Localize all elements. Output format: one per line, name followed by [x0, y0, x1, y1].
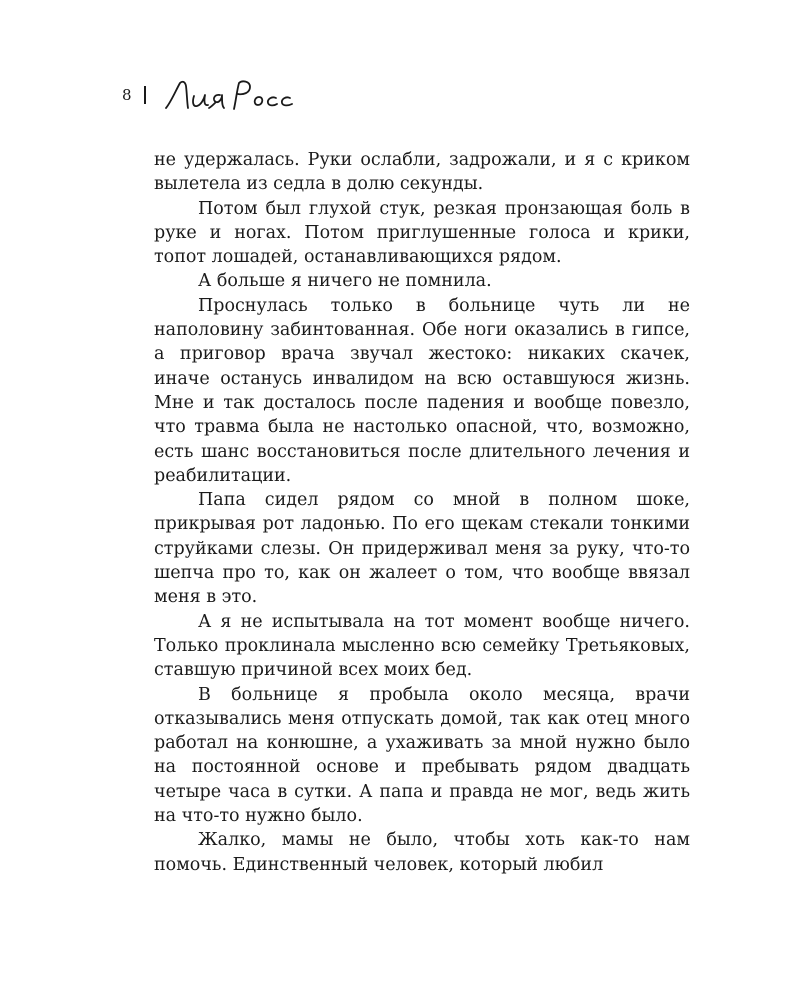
paragraph: В больнице я пробыла около месяца, врачи отказывались меня отпускать домой, так как отец много работал на конюшне, а ухаживать за мной нужно было на постоянной основе и пребывать рядом двадцать четыре часа в сутки. А папа и правда не мог, ведь жить на что-то нужно было.: [154, 684, 690, 827]
paragraph: А больше я ничего не помнила.: [198, 271, 492, 292]
logo-letter-i: [193, 95, 208, 106]
paragraph: не удержалась. Руки ослабли, задрожали, и я с криком вылетела из седла в долю секунды.: [154, 150, 690, 195]
book-text: [154, 148, 690, 877]
logo-letter-ya: [209, 95, 224, 108]
paragraph: Потом был глухой стук, резкая пронзающая боль в руке и ногах. Потом приглушенные голоса и крики, топот лошадей, останавливающихся рядом.: [154, 198, 690, 268]
paragraph: Проснулась только в больнице чуть ли не наполовину забинтованная. Обе ноги оказались в гипсе, а приговор врача звучал жестоко: никаких скачек, иначе останусь инвалидом на всю оставшуюся жизнь. Мне и так досталось после падения и вообще повезло, что травма была не настолько опасной, что, возможно, есть шанс восстановиться после длительного лечения и реабилитации.: [154, 295, 690, 486]
logo-letter-s1: [267, 97, 276, 105]
header-divider: [144, 86, 146, 104]
paragraph: Папа сидел рядом со мной в полном шоке, прикрывая рот ладонью. По его щекам стекали тонкими струйками слезы. Он придерживал меня за руку, что-то шепча про то, как он жалеет о том, что вообще ввязал меня в это.: [154, 490, 690, 608]
logo-letter-l: [166, 82, 188, 108]
author-logo-signature: [162, 78, 302, 112]
page-header: [122, 78, 302, 112]
logo-letter-s2: [281, 97, 291, 105]
logo-letter-o: [254, 97, 262, 105]
page-number: 8: [122, 86, 133, 104]
paragraph: Жалко, мамы не было, чтобы хоть как-то нам помочь. Единственный человек, который любил: [154, 830, 690, 875]
paragraph: А я не испытывала на тот момент вообще ничего. Только проклинала мысленно всю семейку Третьяковых, ставшую причиной всех моих бед.: [154, 611, 690, 681]
logo-letter-r: [234, 81, 250, 109]
